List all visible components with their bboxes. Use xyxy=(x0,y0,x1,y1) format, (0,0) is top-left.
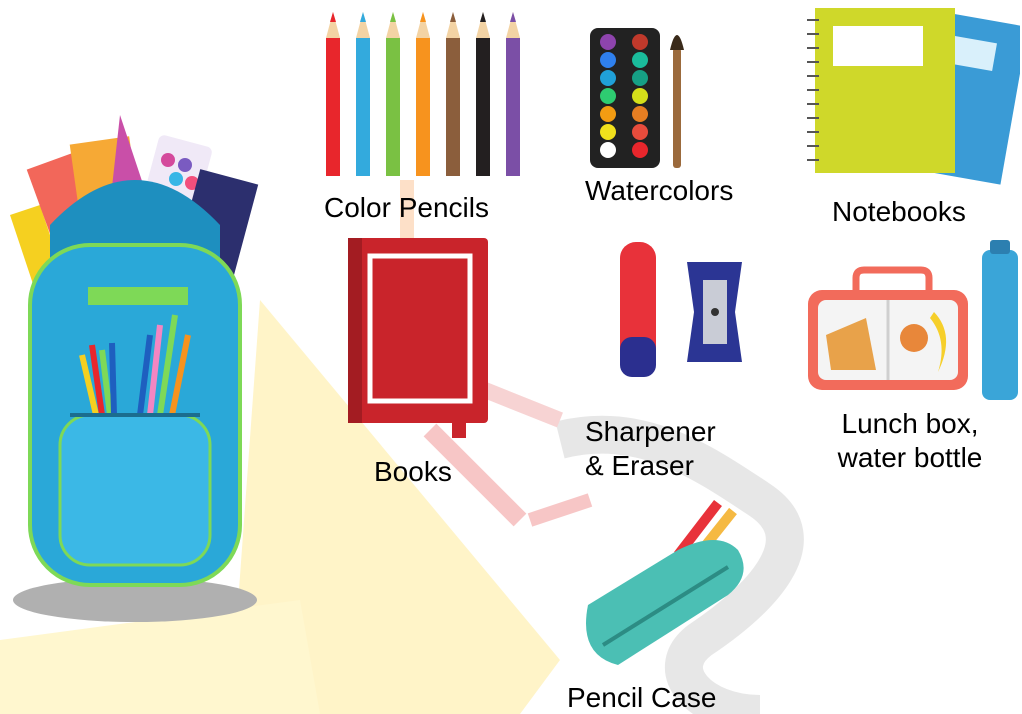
watercolors-label: Watercolors xyxy=(585,175,734,206)
lunch-box-label-line2: water bottle xyxy=(837,442,983,473)
sharpener-eraser-label-line1: Sharpener xyxy=(585,416,716,447)
watercolor-palette-icon xyxy=(590,28,690,168)
sharpener-eraser-label-line2: & Eraser xyxy=(585,450,694,481)
color-pencils-icon xyxy=(318,10,538,180)
pencil-case-icon xyxy=(578,495,758,670)
pencil-body xyxy=(446,38,460,176)
pencil-case-label: Pencil Case xyxy=(567,682,717,713)
notebooks-label: Notebooks xyxy=(832,196,966,227)
books-label: Books xyxy=(374,456,452,487)
lunch-box-label-line1: Lunch box, xyxy=(841,408,979,439)
color-pencils-label: Color Pencils xyxy=(324,192,489,223)
pencil-body xyxy=(356,38,370,176)
backpack-image xyxy=(0,95,270,635)
pencil-body xyxy=(506,38,520,176)
pencil-body xyxy=(416,38,430,176)
book-icon xyxy=(348,238,493,438)
pencil-body xyxy=(386,38,400,176)
lunch-box-bottle-icon xyxy=(806,240,1022,400)
pencil-body xyxy=(326,38,340,176)
notebooks-icon xyxy=(805,8,1020,188)
pencil-body xyxy=(476,38,490,176)
eraser-sharpener-icon xyxy=(617,242,752,382)
